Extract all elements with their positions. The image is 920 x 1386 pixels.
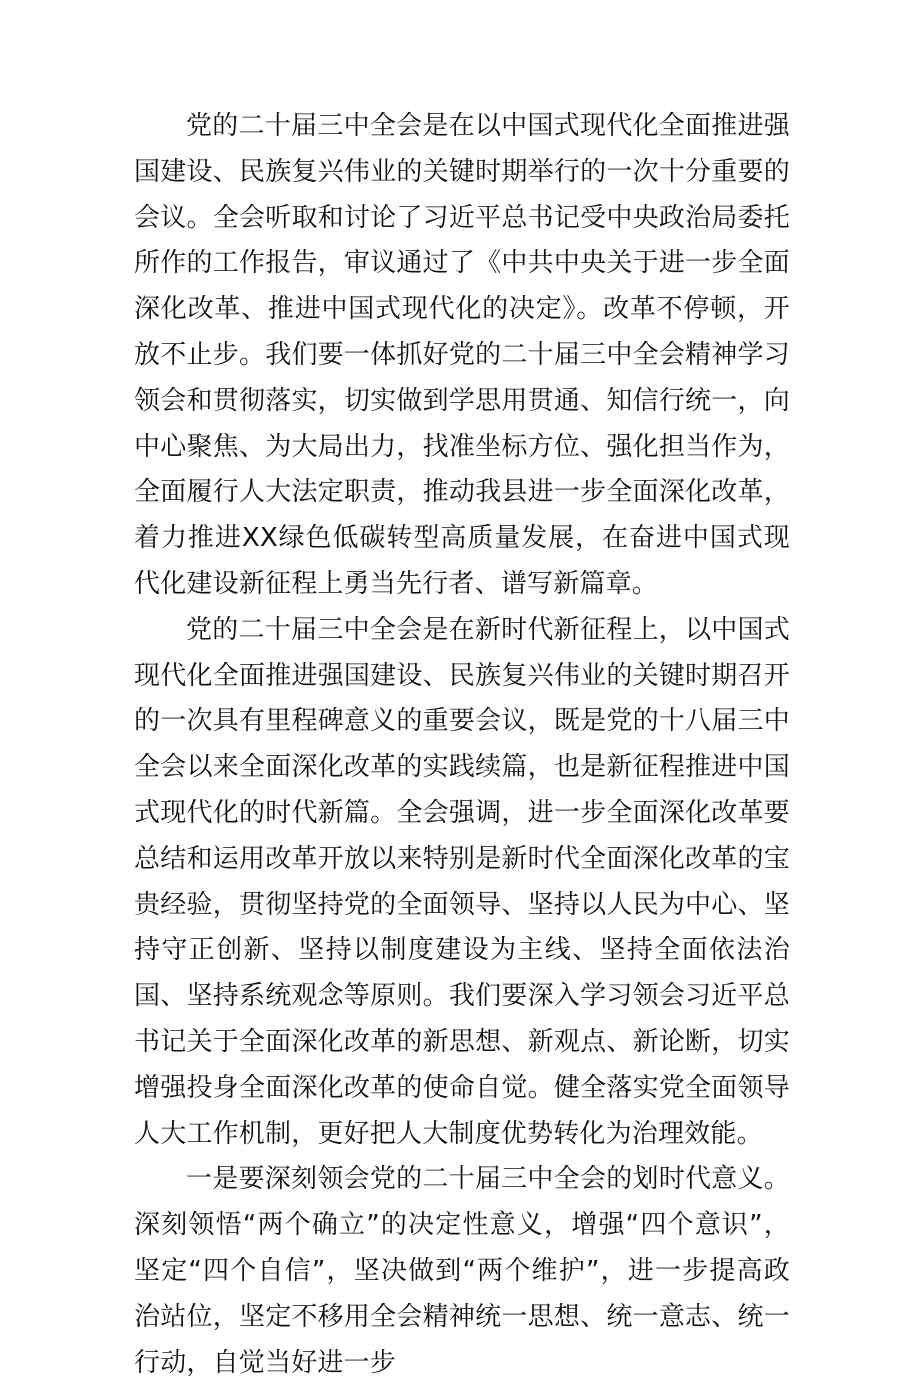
paragraph-2: 党的二十届三中全会是在新时代新征程上，以中国式现代化全面推进强国建设、民族复兴伟业的关键时期召开的一次具有里程碑意义的重要会议，既是党的十八届三中全会以来全面深化改革的实践续篇，也是新征程推进中国式现代化的时代新篇。全会强调，进一步全面深化改革要总结和运用改革开放以来特别是新时代全面深化改革的宝贵经验，贯彻坚持党的全面领导、坚持以人民为中心、坚持守正创新、坚持以制度建设为主线、坚持全面依法治国、坚持系统观念等原则。我们要深入学习领会习近平总书记关于全面深化改革的新思想、新观点、新论断，切实增强投身全面深化改革的使命自觉。健全落实党全面领导人大工作机制，更好把人大制度优势转化为治理效能。 (134, 614, 790, 1149)
paragraph-3: 一是要深刻领会党的二十届三中全会的划时代意义。深刻领悟“两个确立”的决定性意义，增强“四个意识”，坚定“四个自信”，坚决做到“两个维护”，进一步提高政治站位，坚定不移用全会精神统一思想、统一意志、统一行动，自觉当好进一步 (134, 1164, 790, 1378)
document-body (134, 104, 790, 1386)
paragraph-1: 党的二十届三中全会是在以中国式现代化全面推进强国建设、民族复兴伟业的关键时期举行的一次十分重要的会议。全会听取和讨论了习近平总书记受中央政治局委托所作的工作报告，审议通过了《中共中央关于进一步全面深化改革、推进中国式现代化的决定》。改革不停顿，开放不止步。我们要一体抓好党的二十届三中全会精神学习领会和贯彻落实，切实做到学思用贯通、知信行统一，向中心聚焦、为大局出力，找准坐标方位、强化担当作为，全面履行人大法定职责，推动我县进一步全面深化改革，着力推进XX绿色低碳转型高质量发展，在奋进中国式现代化建设新征程上勇当先行者、谱写新篇章。 (134, 111, 790, 599)
